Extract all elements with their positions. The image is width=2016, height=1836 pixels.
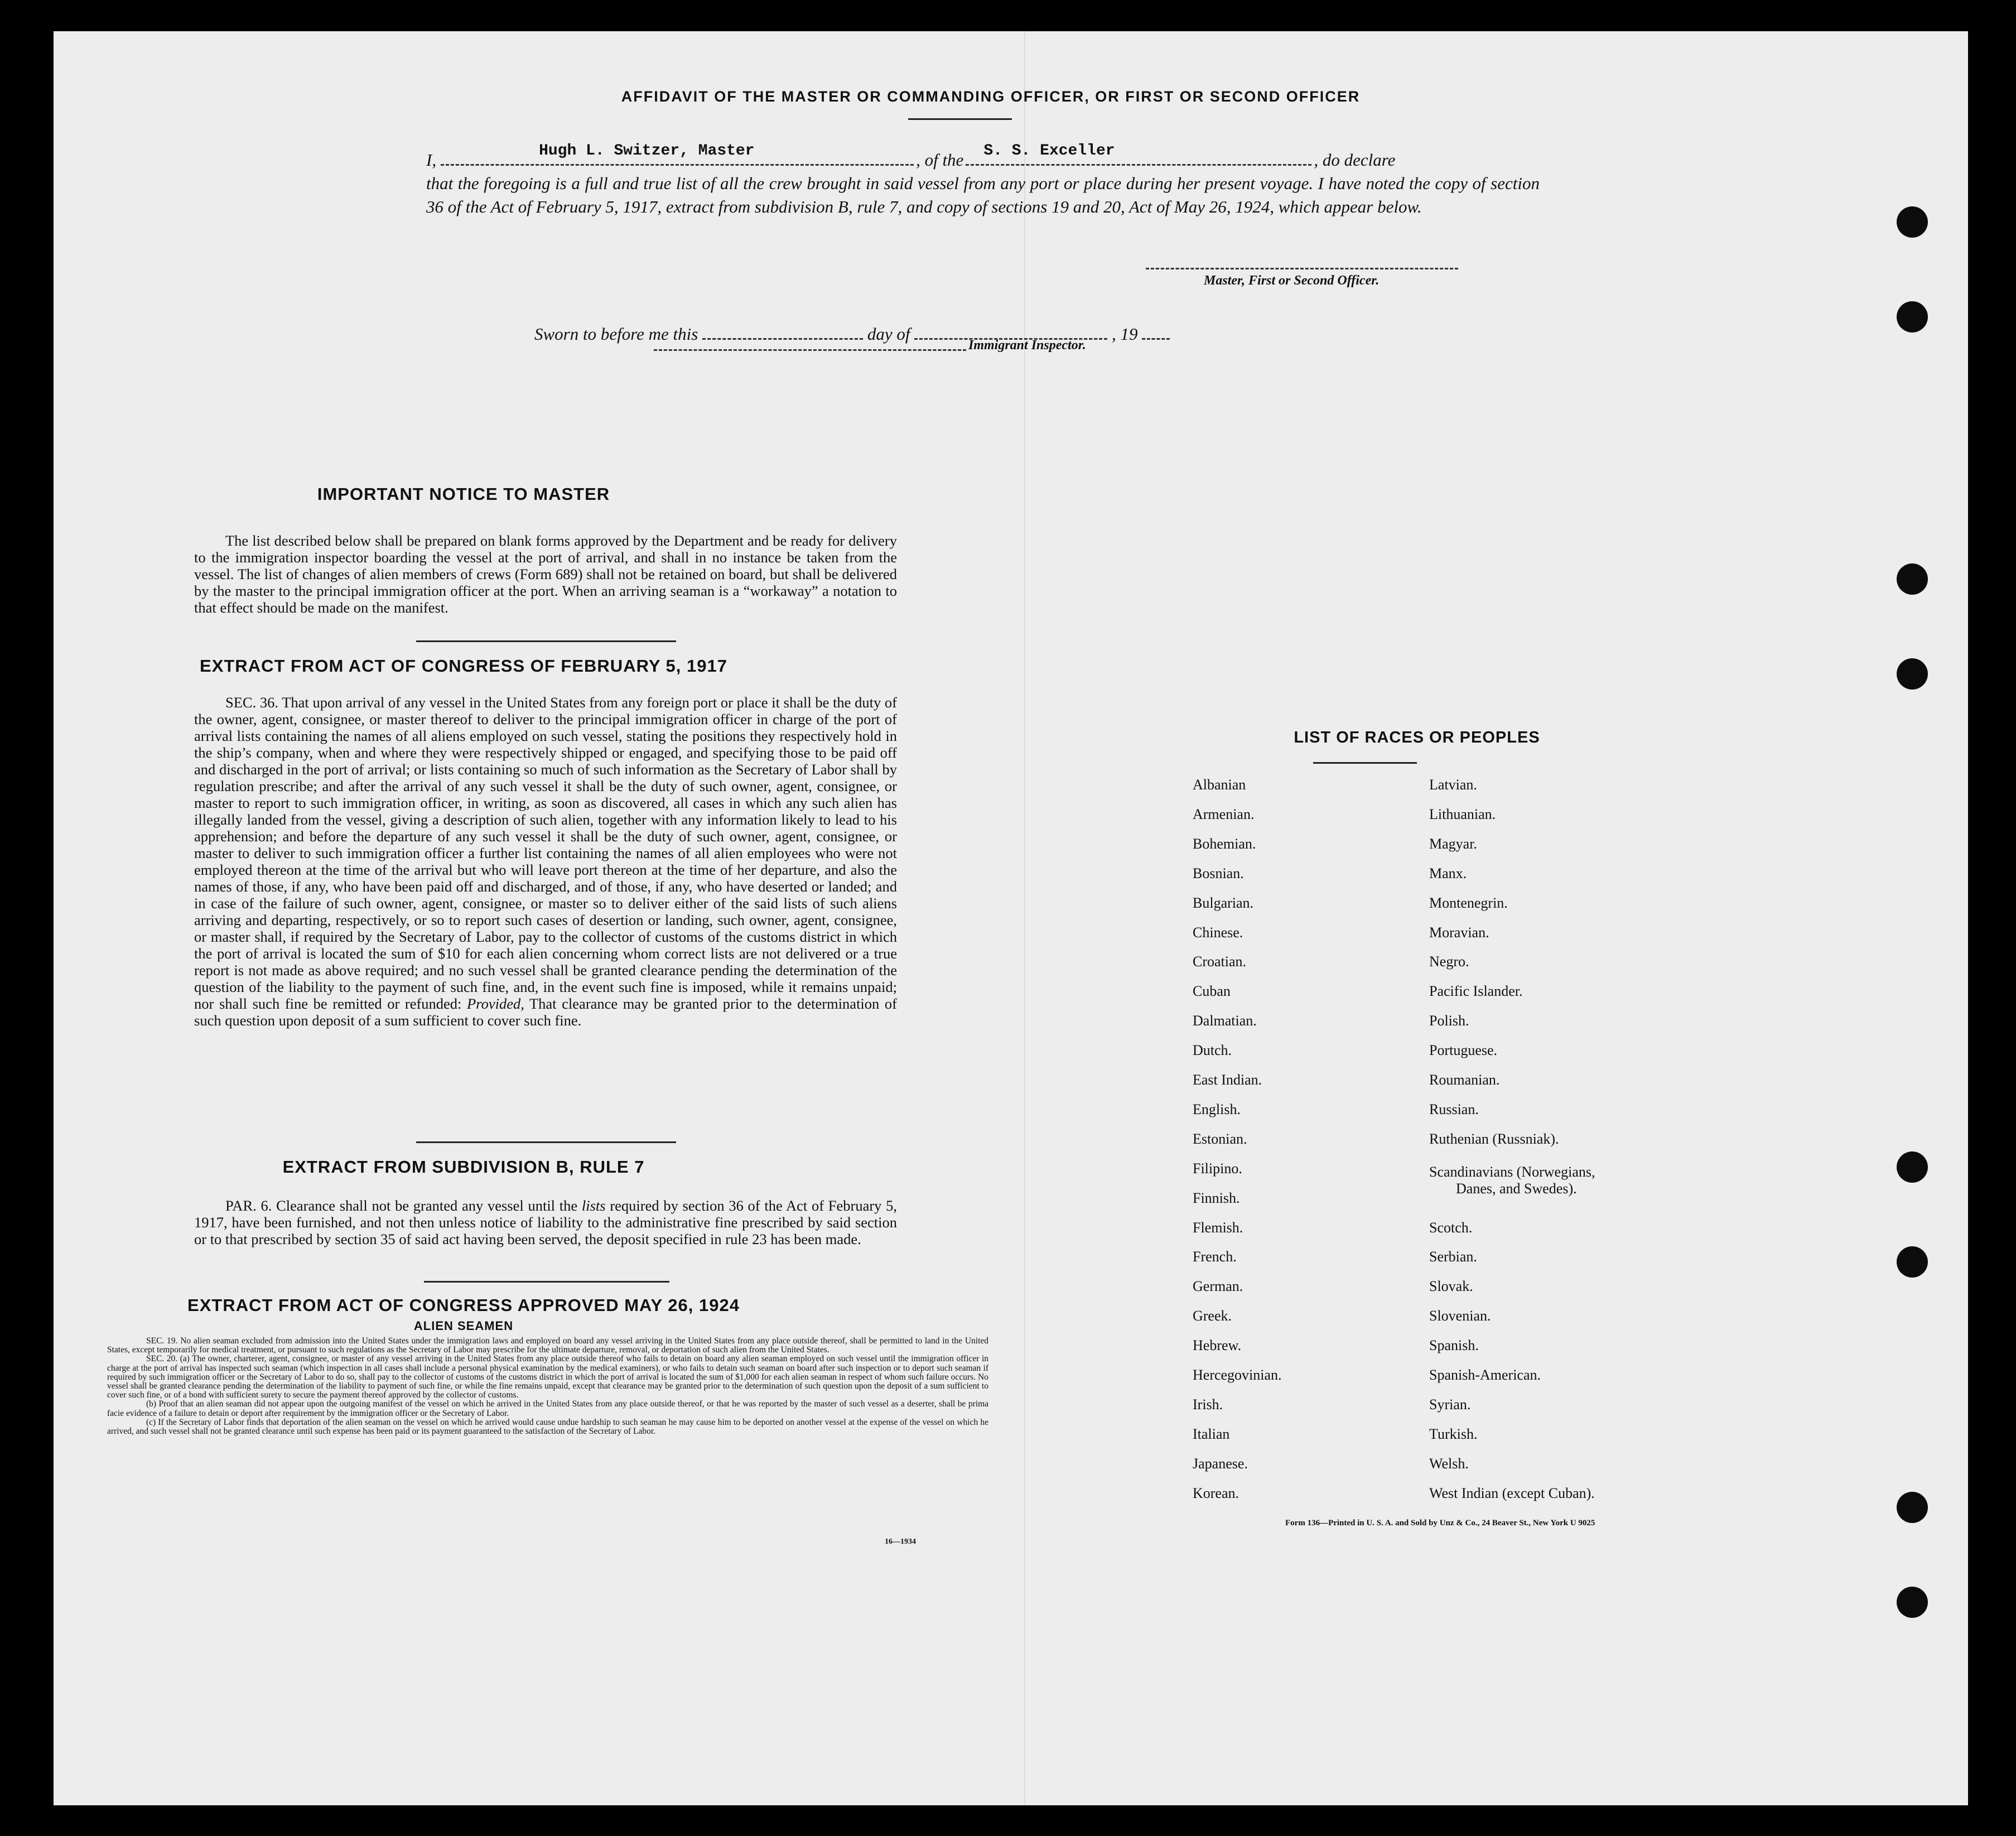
vessel-name-field[interactable] — [966, 142, 1311, 166]
sec19-text: No alien seaman excluded from admission into the United States under the immigration laws and employed on board any vessel arriving in the United States from any place outside thereof, shall be permitted to land in the United States, except temporarily for medical treatment, or pursuant to such regulations as the Secretary of Labor may prescribe for the ultimate departure, removal, or deportation of such alien from the United States. — [107, 1336, 988, 1355]
inspector-signature-line[interactable] — [654, 349, 966, 351]
race-item: Croatian. — [1193, 953, 1247, 970]
punch-hole — [1897, 1492, 1928, 1523]
i-label: I, — [426, 150, 437, 170]
race-item: Syrian. — [1429, 1396, 1471, 1413]
sworn-year-field[interactable] — [1142, 321, 1170, 340]
do-declare-label: , do declare — [1314, 150, 1396, 170]
race-item: Latvian. — [1429, 777, 1477, 793]
alien-seamen-subtitle: ALIEN SEAMEN — [413, 1319, 514, 1333]
race-item: Ruthenian (Russniak). — [1429, 1130, 1559, 1147]
sworn-day-field[interactable] — [702, 321, 863, 340]
extract-rule7-text — [194, 1197, 897, 1247]
inspector-label: Immigrant Inspector. — [968, 338, 1086, 353]
race-item: Lithuanian. — [1429, 806, 1496, 822]
declaration-block — [426, 142, 1540, 219]
race-item: Serbian. — [1429, 1249, 1477, 1265]
race-item: Armenian. — [1193, 806, 1255, 822]
section-rule — [416, 640, 676, 642]
extract-rule7-title: EXTRACT FROM SUBDIVISION B, RULE 7 — [282, 1157, 645, 1177]
officer-signature-label: Master, First or Second Officer. — [1204, 273, 1380, 288]
race-item: Slovenian. — [1429, 1308, 1491, 1324]
sec20-label: SEC. 20. — [146, 1354, 178, 1364]
document-page — [54, 31, 1968, 1805]
print-code: 16—1934 — [885, 1538, 916, 1546]
race-item: East Indian. — [1193, 1072, 1262, 1088]
race-item: Pacific Islander. — [1429, 983, 1523, 1000]
section-rule — [424, 1281, 669, 1283]
race-item: Finnish. — [1193, 1189, 1240, 1206]
page-fold — [1024, 31, 1026, 1805]
race-item: Montenegrin. — [1429, 894, 1508, 911]
race-item: Portuguese. — [1429, 1042, 1498, 1059]
extract-1924-text — [107, 1337, 988, 1436]
affidavit-title: AFFIDAVIT OF THE MASTER OR COMMANDING OFFICER, OR FIRST OR SECOND OFFICER — [621, 88, 1361, 105]
race-item: Greek. — [1193, 1308, 1232, 1324]
sworn-month-field[interactable] — [914, 321, 1107, 340]
race-item: Bosnian. — [1193, 865, 1244, 881]
punch-hole — [1897, 658, 1928, 690]
race-item: Spanish-American. — [1429, 1367, 1541, 1383]
race-item: Korean. — [1193, 1485, 1239, 1501]
sec19-paragraph — [107, 1337, 988, 1355]
race-item: Roumanian. — [1429, 1072, 1500, 1088]
race-item: Dalmatian. — [1193, 1013, 1257, 1029]
races-title: LIST OF RACES OR PEOPLES — [1294, 729, 1540, 746]
sec20b-paragraph: (b) Proof that an alien seaman did not appear upon the outgoing manifest of the vessel on which he arrived in the United States from any place outside thereof, or that he was reported by the master of such vessel as a deserter, shall be prima facie evidence of a failure to detain or deport after requirement by the immigration officer or the Secretary of Labor. — [107, 1399, 988, 1418]
sec20a-text: (a) The owner, charterer, agent, consignee, or master of any vessel arriving in the United States from any place outside thereof who fails to detain on board any alien seaman employed on such vessel until the immigration officer in charge at the port of arrival has inspected such seaman (which inspection in all cases shall include a personal physical examination by the medical examiners), or who fails to detain such seaman on board after such inspection or to deport such seaman if required by such immigration officer or the Secretary of Labor to do so, shall pay to the collector of customs of the customs district in which the port of arrival is located the sum of $1,000 for each alien seaman in respect of whom such failure occurs. No vessel shall be granted clearance pending the determination of the liability to payment of such fine, or while the fine remains unpaid, except that clearance may be granted prior to the determination of such question upon the deposit of a sum sufficient to cover such fine, or of a bond with sufficient surety to secure the payment thereof approved by the collector of customs. — [107, 1354, 988, 1400]
officer-signature-line[interactable] — [1146, 268, 1458, 269]
provided-label: Provided, — [467, 995, 524, 1012]
punch-hole — [1897, 1587, 1928, 1618]
race-item: Dutch. — [1193, 1042, 1232, 1059]
race-item: English. — [1193, 1101, 1241, 1117]
declaration-text: that the foregoing is a full and true list of all the crew brought in said vessel from any port or place during her present voyage. I have noted the copy of section 36 of the Act of February 5, 1917, extract from subdivision B, rule 7, and copy of sections 19 and 20, Act of May 26, 1924, which appear below. — [426, 174, 1540, 216]
master-name-value: Hugh L. Switzer, Master — [539, 142, 755, 160]
race-item: Manx. — [1429, 865, 1467, 881]
punch-hole — [1897, 1246, 1928, 1278]
sec20a-paragraph — [107, 1355, 988, 1400]
race-item: Moravian. — [1429, 924, 1489, 941]
sworn-year-label: , 19 — [1111, 324, 1138, 344]
race-item: Japanese. — [1193, 1455, 1248, 1472]
vessel-name-value: S. S. Exceller — [983, 142, 1115, 160]
race-item: Chinese. — [1193, 924, 1243, 941]
races-rule — [1313, 762, 1417, 764]
title-rule — [908, 118, 1012, 120]
race-item: Magyar. — [1429, 835, 1477, 852]
race-item: Bohemian. — [1193, 835, 1256, 852]
race-item: Spanish. — [1429, 1337, 1479, 1354]
punch-hole — [1897, 563, 1928, 595]
race-item: Italian — [1193, 1425, 1230, 1442]
race-item: Danes, and Swedes). — [1456, 1180, 1577, 1197]
printer-note: Form 136—Printed in U. S. A. and Sold by Unz & Co., 24 Beaver St., New York U 9025 — [1285, 1519, 1595, 1527]
par6-text-before: Clearance shall not be granted any vessel until the — [276, 1197, 578, 1214]
race-item: Russian. — [1429, 1101, 1479, 1117]
race-item: Albanian — [1193, 777, 1246, 793]
notice-title: IMPORTANT NOTICE TO MASTER — [317, 484, 610, 504]
punch-hole — [1897, 206, 1928, 238]
extract-1917-title: EXTRACT FROM ACT OF CONGRESS OF FEBRUARY 5, 1917 — [200, 656, 727, 676]
par6-text-after: required by section 36 of the Act of February 5, 1917, have been furnished, and not then unless notice of liability to the administrative fine prescribed by said section or to that prescribed by section 35 of said act having been served, the deposit specified in rule 23 has been made. — [194, 1197, 898, 1247]
sworn-prefix: Sworn to before me this — [534, 324, 698, 344]
provided-text: That clearance may be granted prior to the determination of such question upon deposit of a sum sufficient to cover such fine. — [194, 995, 897, 1029]
race-item: Negro. — [1429, 953, 1469, 970]
race-item: Scotch. — [1429, 1219, 1473, 1236]
race-item: Welsh. — [1429, 1455, 1469, 1472]
race-item: Filipino. — [1193, 1160, 1242, 1177]
lists-word: lists — [581, 1197, 606, 1214]
race-item: Cuban — [1193, 983, 1231, 1000]
extract-1917-text — [194, 694, 897, 1029]
race-item: Slovak. — [1429, 1278, 1473, 1295]
race-item: Hercegovinian. — [1193, 1367, 1282, 1383]
sworn-day-label: day of — [867, 324, 910, 344]
race-item: Estonian. — [1193, 1130, 1247, 1147]
race-item: French. — [1193, 1249, 1237, 1265]
master-name-field[interactable] — [441, 142, 914, 166]
par6-label: PAR. 6. — [225, 1197, 272, 1214]
race-item: Hebrew. — [1193, 1337, 1242, 1354]
of-the-label: , of the — [916, 150, 964, 170]
race-item: Polish. — [1429, 1013, 1469, 1029]
notice-text: The list described below shall be prepared on blank forms approved by the Department and be ready for delivery to the immigration inspector boarding the vessel at the port of arrival, and shall in no instance be taken from the vessel. The list of changes of alien members of crews (Form 689) shall not be retained on board, but shall be delivered by the master to the principal immigration officer at the port. When an arriving seaman is a “workaway” a notation to that effect should be made on the manifest. — [194, 532, 897, 616]
race-item: Bulgarian. — [1193, 894, 1254, 911]
section-rule — [416, 1141, 676, 1143]
sec19-label: SEC. 19. — [146, 1336, 178, 1346]
sec36-text: That upon arrival of any vessel in the United States from any foreign port or place it shall be the duty of the owner, agent, consignee, or master thereof to deliver to the principal immigration officer in charge of the port of arrival lists containing the names of all aliens employed on such vessel, stating the positions they respectively hold in the ship’s company, when and where they were respectively shipped or engaged, and specifying those to be paid off and discharged in the port of arrival; or lists containing so much of such information as the Secretary of Labor shall by regulation prescribe; and after the arrival of any such vessel it shall be the duty of such owner, agent, consignee, or master to report to such immigration officer, in writing, as soon as discovered, all cases in which any such alien has illegally landed from the vessel, giving a description of such alien, together with any information likely to lead to his apprehension; and before the departure of any such vessel it shall be the duty of such owner, agent, consignee, or master to deliver to such immigration officer a further list containing the names of all alien employees who were not employed thereon at the time of the arrival but who will leave port thereon at the time of her departure, and also the names of those, if any, who have been paid off and discharged, and of those, if any, who have deserted or landed; and in case of the failure of such owner, agent, consignee, or master so to deliver either of the said lists of such aliens arriving and departing, respectively, or so to report such cases of desertion or landing, such owner, agent, consignee, or master shall, if required by the Secretary of Labor, pay to the collector of customs of the customs district in which the port of arrival is located the sum of $10 for each alien concerning whom correct lists are not delivered or a true report is not made as above required; and no such vessel shall be granted clearance pending the determination of the question of the liability to the payment of such fine, and, in the event such fine is imposed, while it remains unpaid; nor shall such fine be remitted or refunded: — [194, 694, 897, 1012]
punch-hole — [1897, 301, 1928, 332]
race-item: Flemish. — [1193, 1219, 1243, 1236]
race-item: German. — [1193, 1278, 1243, 1295]
race-item: Irish. — [1193, 1396, 1223, 1413]
sec36-label: SEC. 36. — [225, 694, 279, 711]
extract-1924-title: EXTRACT FROM ACT OF CONGRESS APPROVED MAY 26, 1924 — [187, 1295, 740, 1315]
punch-hole — [1897, 1151, 1928, 1183]
race-item: Scandinavians (Norwegians, — [1429, 1163, 1595, 1180]
race-item: West Indian (except Cuban). — [1429, 1485, 1595, 1501]
race-item: Turkish. — [1429, 1425, 1478, 1442]
sec20c-paragraph: (c) If the Secretary of Labor finds that deportation of the alien seaman on the vessel on which he arrived would cause undue hardship to such seaman he may cause him to be deported on another vessel at the expense of the vessel on which he arrived, and such vessel shall not be granted clearance until such expense has been paid or its payment guaranteed to the satisfaction of the Secretary of Labor. — [107, 1417, 988, 1437]
